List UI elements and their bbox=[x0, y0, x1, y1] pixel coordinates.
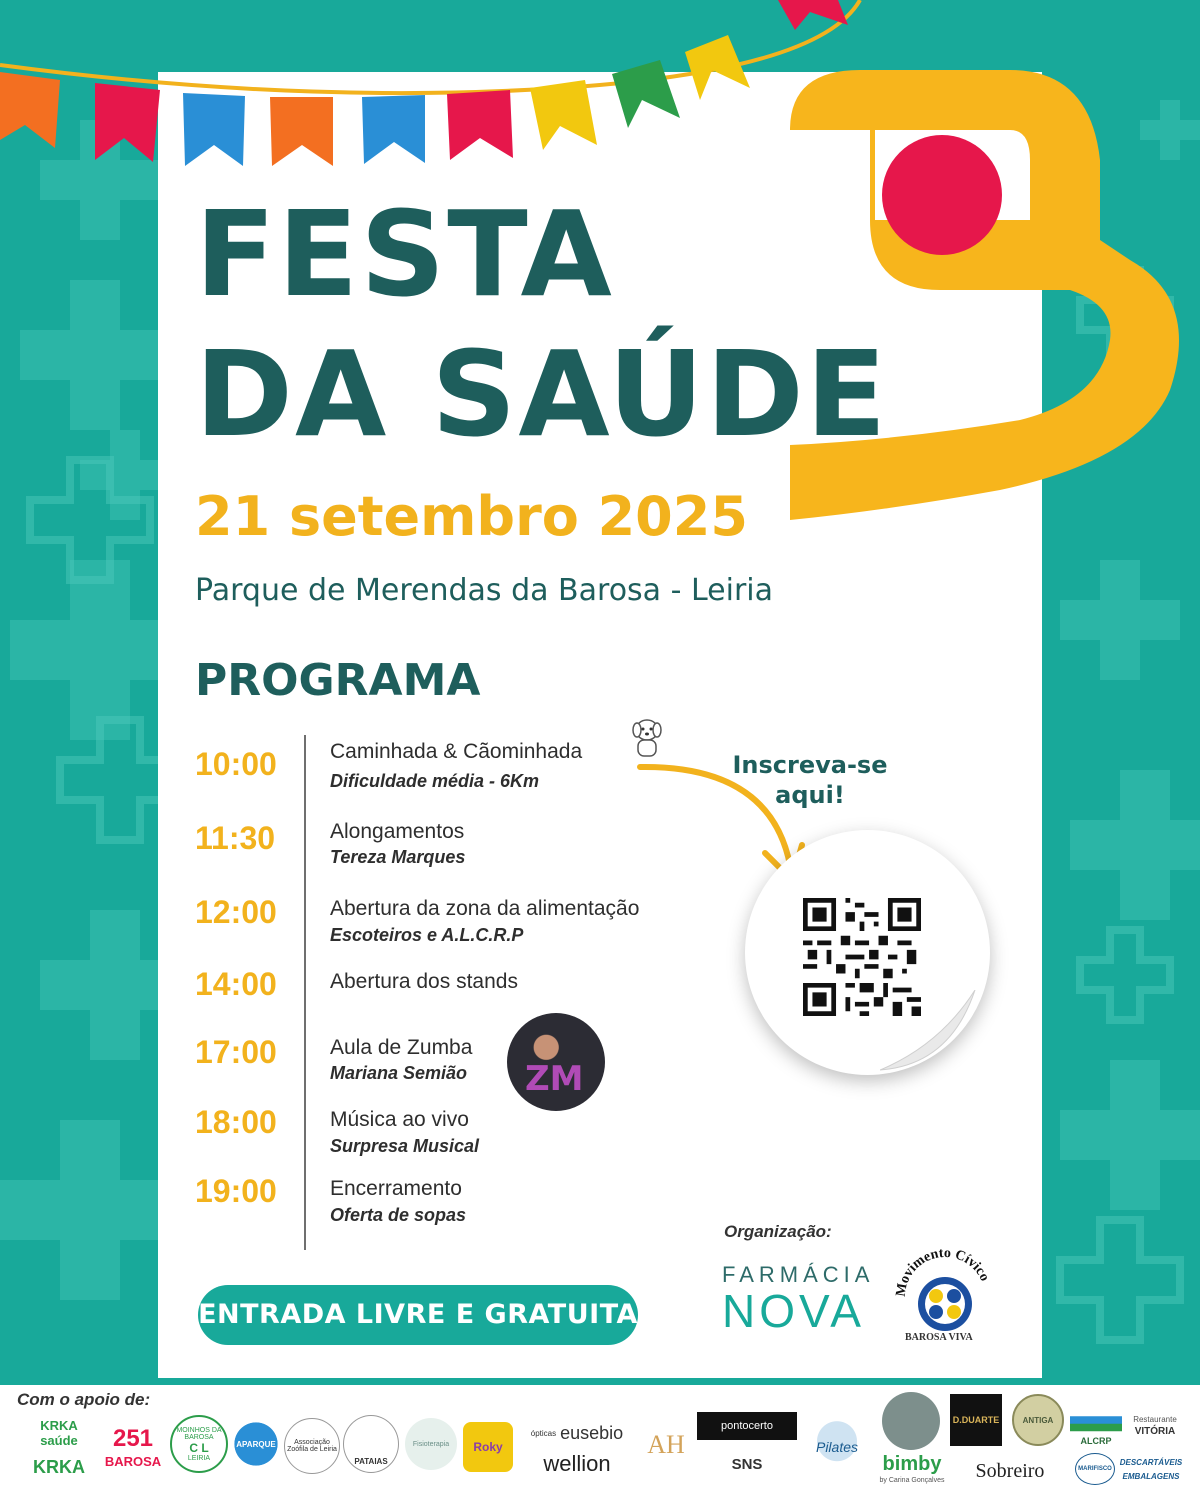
event-date: 21 setembro 2025 bbox=[195, 485, 748, 548]
movimento-name: Movimento Cívico bbox=[893, 1245, 993, 1298]
schedule-subtitle: Oferta de sopas bbox=[330, 1205, 467, 1225]
signup-text: Inscreva-se aqui! bbox=[732, 751, 888, 809]
free-entry-badge: ENTRADA LIVRE E GRATUITA bbox=[198, 1285, 638, 1345]
sponsor-cclr-c: C bbox=[189, 1440, 198, 1455]
program-heading: PROGRAMA bbox=[195, 655, 481, 706]
sponsor-sobreiro-logo: Sobreiro bbox=[975, 1459, 1045, 1482]
schedule-subtitle: Mariana Semião bbox=[330, 1063, 468, 1083]
sponsor-eusebio-small: ópticas bbox=[530, 1428, 557, 1438]
schedule-time: 14:00 bbox=[195, 966, 277, 1002]
sponsor-descartaveis-label: DESCARTÁVEIS bbox=[1119, 1457, 1183, 1467]
sponsor-ah-logo: AH bbox=[647, 1430, 685, 1459]
schedule-time: 19:00 bbox=[195, 1173, 277, 1209]
sponsor-alcrp-logo: ALCRP bbox=[1070, 1396, 1122, 1446]
sponsor-251-barosa: BAROSA bbox=[104, 1453, 162, 1469]
farmacia-logo-top: FARMÁCIA bbox=[722, 1262, 875, 1287]
schedule-subtitle: Escoteiros e A.L.C.R.P bbox=[330, 925, 524, 945]
sponsor-pataias-logo: PATAIAS bbox=[343, 1415, 399, 1473]
sponsor-251-number: 251 bbox=[112, 1425, 154, 1452]
schedule-title: Abertura da zona da alimentação bbox=[330, 897, 640, 920]
sponsor-restaurante-label: Restaurante bbox=[1133, 1414, 1177, 1424]
sponsor-marifisco-logo: MARIFISCO bbox=[1075, 1453, 1115, 1485]
schedule-title: Aula de Zumba bbox=[330, 1036, 473, 1059]
sponsor-eusebio-name: eusebio bbox=[560, 1422, 624, 1443]
sticker-curl bbox=[880, 990, 980, 1075]
timeline-divider bbox=[304, 735, 306, 1250]
sponsor-duarte-logo: D.DUARTE bbox=[950, 1394, 1002, 1446]
schedule-title: Encerramento bbox=[330, 1177, 462, 1200]
farmacia-logo-bottom: NOVA bbox=[722, 1285, 865, 1337]
schedule-time: 17:00 bbox=[195, 1034, 277, 1070]
sponsor-alcrp-badge bbox=[882, 1392, 940, 1450]
sponsor-krka-saude-logo: KRKA saúde bbox=[40, 1418, 78, 1448]
sponsors-label: Com o apoio de: bbox=[17, 1390, 151, 1409]
sponsor-embalagens-label: EMBALAGENS bbox=[1122, 1471, 1180, 1481]
schedule-title: Alongamentos bbox=[330, 820, 465, 843]
organization-label: Organização: bbox=[724, 1222, 832, 1241]
schedule-subtitle: Tereza Marques bbox=[330, 847, 466, 867]
schedule-time: 10:00 bbox=[195, 746, 277, 782]
sponsor-krka-logo: KRKA bbox=[33, 1456, 85, 1477]
sponsor-sns-logo: SNS bbox=[731, 1455, 763, 1473]
schedule-subtitle: Dificuldade média - 6Km bbox=[330, 771, 540, 791]
sponsor-vitoria-logo: VITÓRIA bbox=[1134, 1425, 1176, 1437]
event-location: Parque de Merendas da Barosa - Leiria bbox=[195, 573, 773, 608]
sponsor-roky-logo: Roky bbox=[463, 1422, 513, 1472]
heart-logo-icon bbox=[770, 70, 1200, 540]
sponsor-antiga-logo: ANTIGA bbox=[1012, 1394, 1064, 1446]
schedule-subtitle: Surpresa Musical bbox=[330, 1136, 480, 1156]
schedule-title: Caminhada & Cãominhada bbox=[330, 740, 583, 763]
dog-icon bbox=[628, 716, 666, 760]
sponsor-bimby-logo: bimby bbox=[882, 1452, 942, 1475]
sponsor-wellion-logo: wellion bbox=[543, 1451, 611, 1476]
sponsor-fisioterapia-logo: Fisioterapia bbox=[405, 1418, 457, 1470]
farmacia-nova-logo bbox=[722, 1262, 875, 1337]
sponsor-pilates-logo: Pilates bbox=[802, 1418, 872, 1476]
movimento-sub-label: BAROSA VIVA bbox=[905, 1332, 973, 1343]
sponsor-leiria: LEIRIA bbox=[187, 1454, 211, 1462]
schedule-time: 11:30 bbox=[195, 820, 276, 856]
event-title-line2: DA SAÚDE bbox=[195, 325, 889, 463]
sponsor-cclr-l: L bbox=[201, 1440, 209, 1455]
zumba-instructor-photo: ZM bbox=[507, 1013, 605, 1111]
schedule-time: 12:00 bbox=[195, 894, 277, 930]
sponsor-zoofila-logo: Associação Zoófila de Leiria bbox=[284, 1418, 340, 1474]
event-title-line1: FESTA bbox=[195, 185, 614, 323]
sponsor-aparque-logo: APARQUE bbox=[230, 1415, 282, 1473]
sponsor-eusebio-logo bbox=[522, 1420, 632, 1446]
sponsor-moinhos-name: MOINHOS DA BAROSA bbox=[176, 1426, 222, 1441]
schedule-title: Abertura dos stands bbox=[330, 970, 518, 993]
schedule-time: 18:00 bbox=[195, 1104, 277, 1140]
schedule-title: Música ao vivo bbox=[330, 1108, 469, 1131]
sponsor-pontocerto-logo: pontocerto bbox=[697, 1412, 797, 1440]
sponsor-moinhos-logo bbox=[170, 1415, 228, 1473]
sponsor-bimby-sub: by Carina Gonçalves bbox=[879, 1476, 945, 1484]
